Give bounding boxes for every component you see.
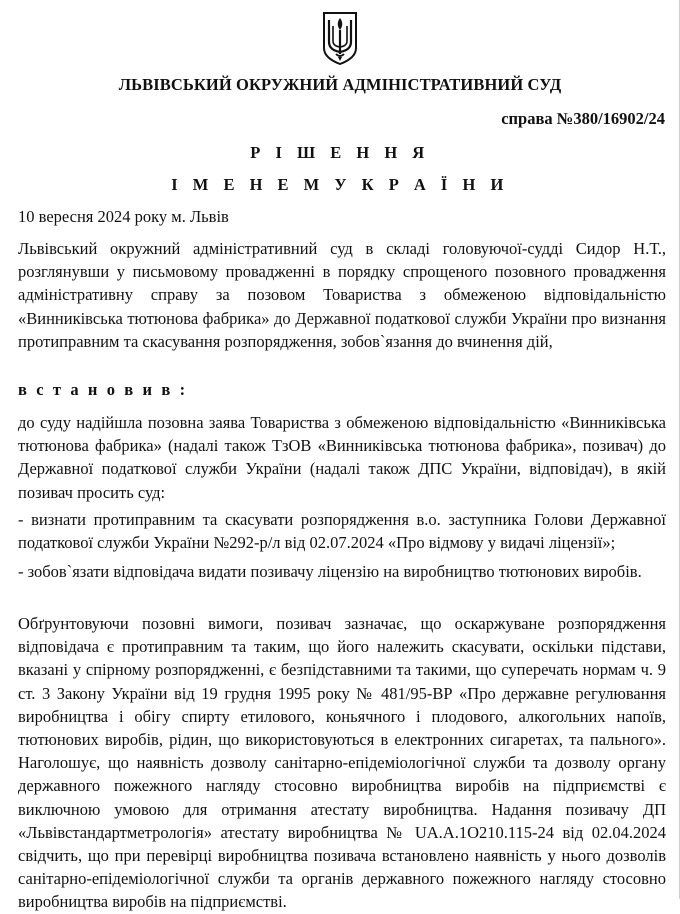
demand-paragraph-1: - визнати протиправним та скасувати розпорядження в.о. заступника Голови Державної податкової служби України №292-р/л від 02.07.2024 «Про відмову у видачі ліцензії»; <box>18 510 666 553</box>
claim-paragraph: до суду надійшла позовна заява Товариства з обмеженою відповідальністю «Винниківська тютюнова фабрика» (надалі також ТзОВ «Винниківська тютюнова фабрика», позивач) до Державної податкової служби України (надалі також ДПС України, відповідач), в якій позивач просить суд: <box>18 413 666 502</box>
established-label: в с т а н о в и в : <box>18 380 188 399</box>
decision-title: Р І Ш Е Н Н Я <box>250 143 430 162</box>
trident-icon <box>321 10 359 66</box>
grounds-paragraph: Обґрунтовуючи позовні вимоги, позивач зазначає, що оскаржуване розпорядження відповідача є протиправним та таким, що його належить скасувати, оскільки підстави, вказані у спірному розпорядженні, є безпідставними та такими, що суперечать нормам ч. 9 ст. 3 Закону України від 19 грудня 1995 року № 481/95-ВР «Про державне регулювання виробництва і обігу спирту етилового, коньячного і плодового, алкогольних напоїв, тютюнових виробів, рідин, що використовуються в електронних сигаретах, та пального». Наголошує, що наявність дозволу санітарно-епідеміологічної служби та дозволу органу державного пожежного нагляду стосовно виробництва виробів на підприємстві є виключною умовою для отримання атестату виробництва. Надання позивачу ДП «Львівстандартметрологія» атестату виробництва № UA.A.1O210.115-24 від 02.04.2024 свідчить, що при перевірці виробництва позивача встановлено наявність у нього дозволів санітарно-епідеміологічної служби та органів державного пожежного нагляду стосовно виробництва виробів на підприємстві. <box>18 614 666 912</box>
in-name-of-ukraine: І М Е Н Е М У К Р А Ї Н И <box>171 175 509 194</box>
decision-date: 10 вересня 2024 року м. Львів <box>18 207 229 226</box>
court-name: ЛЬВІВСЬКИЙ ОКРУЖНИЙ АДМІНІСТРАТИВНИЙ СУД <box>118 75 562 94</box>
demand-paragraph-2: - зобов`язати відповідача видати позивачу ліцензію на виробництво тютюнових виробів. <box>18 562 642 581</box>
intro-paragraph: Львівський окружний адміністративний суд в складі головуючої-судді Сидор Н.Т., розглянувши у письмовому провадженні в порядку спрощеного позовного провадження адміністративну справу за позовом Товариства з обмеженою відповідальністю «Винниківська тютюнова фабрика» до Державної податкової служби України про визнання протиправним та скасування розпорядження, зобов`язання до вчинення дій, <box>18 239 666 351</box>
case-number: справа №380/16902/24 <box>501 109 665 128</box>
